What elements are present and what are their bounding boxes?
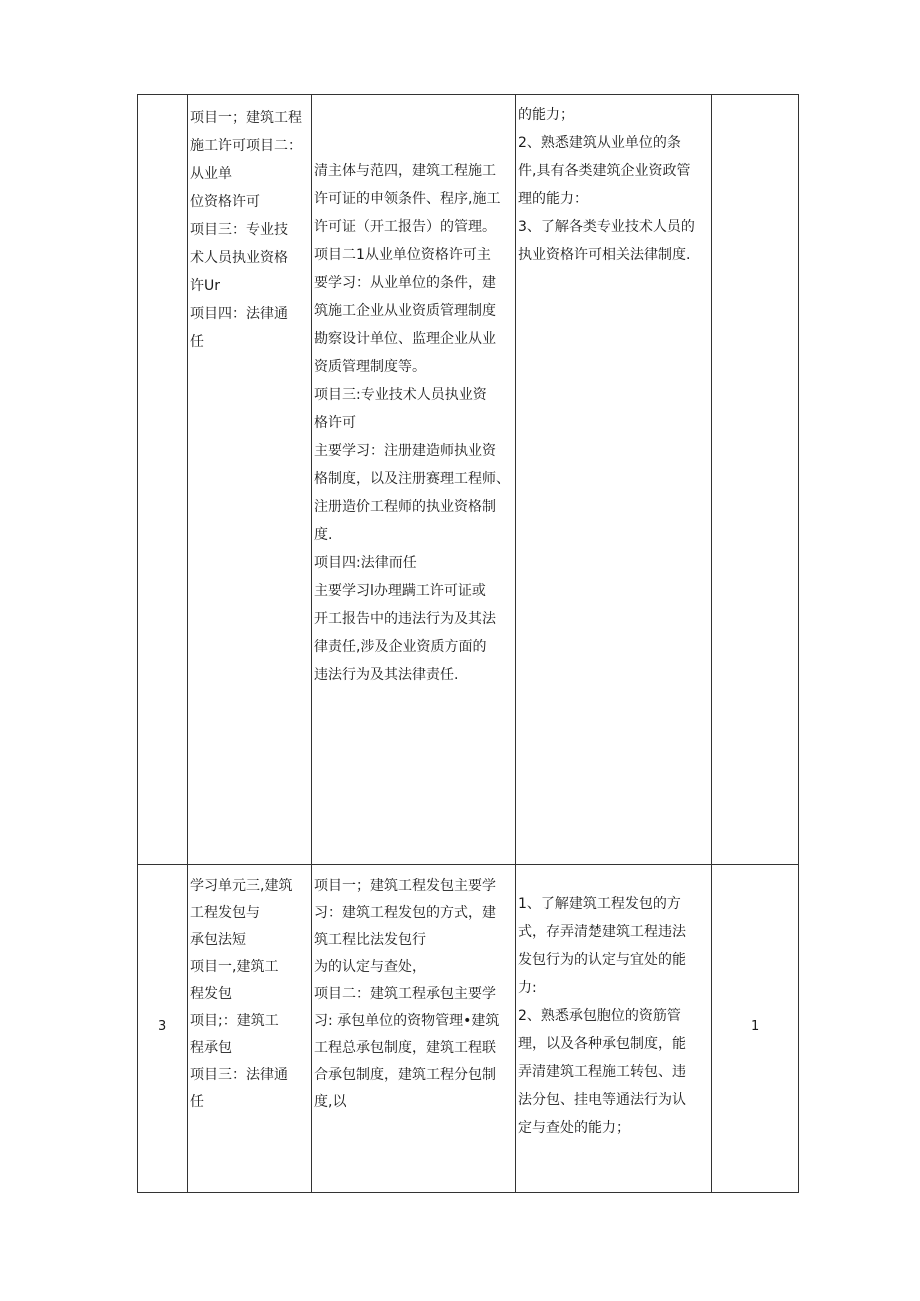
row2-unit-cell xyxy=(190,873,311,1116)
text-line: 程发包 xyxy=(190,986,232,1002)
text-line: 违法行为及其法律责任. xyxy=(314,667,459,683)
text-line: 2、熟悉建筑从业单位的条 xyxy=(518,135,681,151)
row2-goals-cell xyxy=(518,890,711,1142)
text-line: 清主体与范四，建筑工程施工 xyxy=(314,163,496,179)
text-line: 主要学习：注册建造师执业资 xyxy=(314,443,496,459)
text-line: 合承包制度，建筑工程分包制 xyxy=(314,1067,496,1083)
table-border-top xyxy=(137,94,799,95)
text-line: 弄清建筑工程施工转包、违 xyxy=(518,1064,686,1080)
text-line: 件,具有各类建筑企业资政管 xyxy=(518,163,691,179)
text-line: 为的认定与查处， xyxy=(314,959,426,975)
text-line: 项目;：建筑工 xyxy=(190,1013,279,1029)
text-line: 许可证（开工报告）的管理。 xyxy=(314,219,496,235)
text-line: 项目四:法律而任 xyxy=(314,555,417,571)
text-line: 理，以及各种承包制度，能 xyxy=(518,1036,686,1052)
text-line: 发包行为的认定与宜处的能 xyxy=(518,952,686,968)
row1-unit-cell xyxy=(190,104,311,356)
text-line: 习：建筑工程发包的方式，建 xyxy=(314,905,496,921)
text-line: 式，存弄清楚建筑工程违法 xyxy=(518,924,686,940)
text-line: 2、熟悉承包胞位的资筋管 xyxy=(518,1008,681,1024)
text-line: 筑施工企业从业资质管理制度 xyxy=(314,303,496,319)
row1-content-cell xyxy=(314,157,515,689)
text-line: 许Ur xyxy=(190,278,221,294)
text-line: 施工许可项目二： xyxy=(190,138,302,154)
text-line: 承包法短 xyxy=(190,932,246,948)
row-divider xyxy=(137,864,799,865)
text-line: 项目一,建筑工 xyxy=(190,959,279,975)
text-line: 度,以 xyxy=(314,1094,347,1110)
text-line: 法分包、挂电等通法行为认 xyxy=(518,1092,686,1108)
text-line: 任 xyxy=(190,334,204,350)
text-line: 项目三：专业技 xyxy=(190,222,288,238)
column-divider-1 xyxy=(187,94,188,1193)
text-line: 许可证的申领条件、程序,施工 xyxy=(314,191,501,207)
text-line: 主要学习l办理蹒工许可证或 xyxy=(314,583,486,599)
text-line: 项目一；建筑工程发包主要学 xyxy=(314,878,496,894)
text-line: 项目一；建筑工程 xyxy=(190,110,302,126)
text-line: 程承包 xyxy=(190,1040,232,1056)
text-line: 1、了解建筑工程发包的方 xyxy=(518,896,681,912)
table-border-bottom xyxy=(137,1192,799,1193)
text-line: 学习单元三,建筑 xyxy=(190,878,293,894)
row2-number: 3 xyxy=(158,1019,167,1034)
text-line: 任 xyxy=(190,1094,204,1110)
text-line: 要学习：从业单位的条件，建 xyxy=(314,275,496,291)
text-line: 项目三:专业技术人员执业资 xyxy=(314,387,487,403)
text-line: 度. xyxy=(314,527,333,543)
text-line: 理的能力： xyxy=(518,191,588,207)
text-line: 执业资格许可相关法律制度. xyxy=(518,247,691,263)
text-line: 资质管理制度等。 xyxy=(314,359,426,375)
text-line: 术人员执业资格 xyxy=(190,250,288,266)
text-line: 项目二1从业单位资格许可主 xyxy=(314,247,491,263)
text-line: 工程总承包制度，建筑工程联 xyxy=(314,1040,496,1056)
text-line: 习: 承包单位的资物管理•建筑 xyxy=(314,1013,500,1029)
text-line: 律责任,涉及企业资质方面的 xyxy=(314,639,487,655)
text-line: 工程发包与 xyxy=(190,905,260,921)
table-border-right xyxy=(798,94,799,1193)
text-line: 项目二：建筑工程承包主要学 xyxy=(314,986,496,1002)
text-line: 定与查处的能力； xyxy=(518,1120,630,1136)
row2-content-cell xyxy=(314,873,515,1116)
text-line: 从业单 xyxy=(190,166,232,182)
text-line: 注册造价工程师的执业资格制 xyxy=(314,499,496,515)
text-line: 力: xyxy=(518,980,537,996)
text-line: 格许可 xyxy=(314,415,356,431)
text-line: 格制度，以及注册赛理工程师、 xyxy=(314,471,510,487)
text-line: 筑工程比法发包行 xyxy=(314,932,426,948)
row2-hours: 1 xyxy=(751,1019,760,1034)
text-line: 项目三：法律通 xyxy=(190,1067,288,1083)
table-border-left xyxy=(137,94,138,1193)
text-line: 3、了解各类专业技术人员的 xyxy=(518,219,695,235)
column-divider-4 xyxy=(711,94,712,1193)
column-divider-3 xyxy=(515,94,516,1193)
row1-goals-cell xyxy=(518,101,711,269)
column-divider-2 xyxy=(311,94,312,1193)
text-line: 项目四：法律通 xyxy=(190,306,288,322)
text-line: 的能力； xyxy=(518,107,574,123)
text-line: 勘察设计单位、监理企业从业 xyxy=(314,331,496,347)
text-line: 开工报告中的违法行为及其法 xyxy=(314,611,496,627)
text-line: 位资格许可 xyxy=(190,194,260,210)
